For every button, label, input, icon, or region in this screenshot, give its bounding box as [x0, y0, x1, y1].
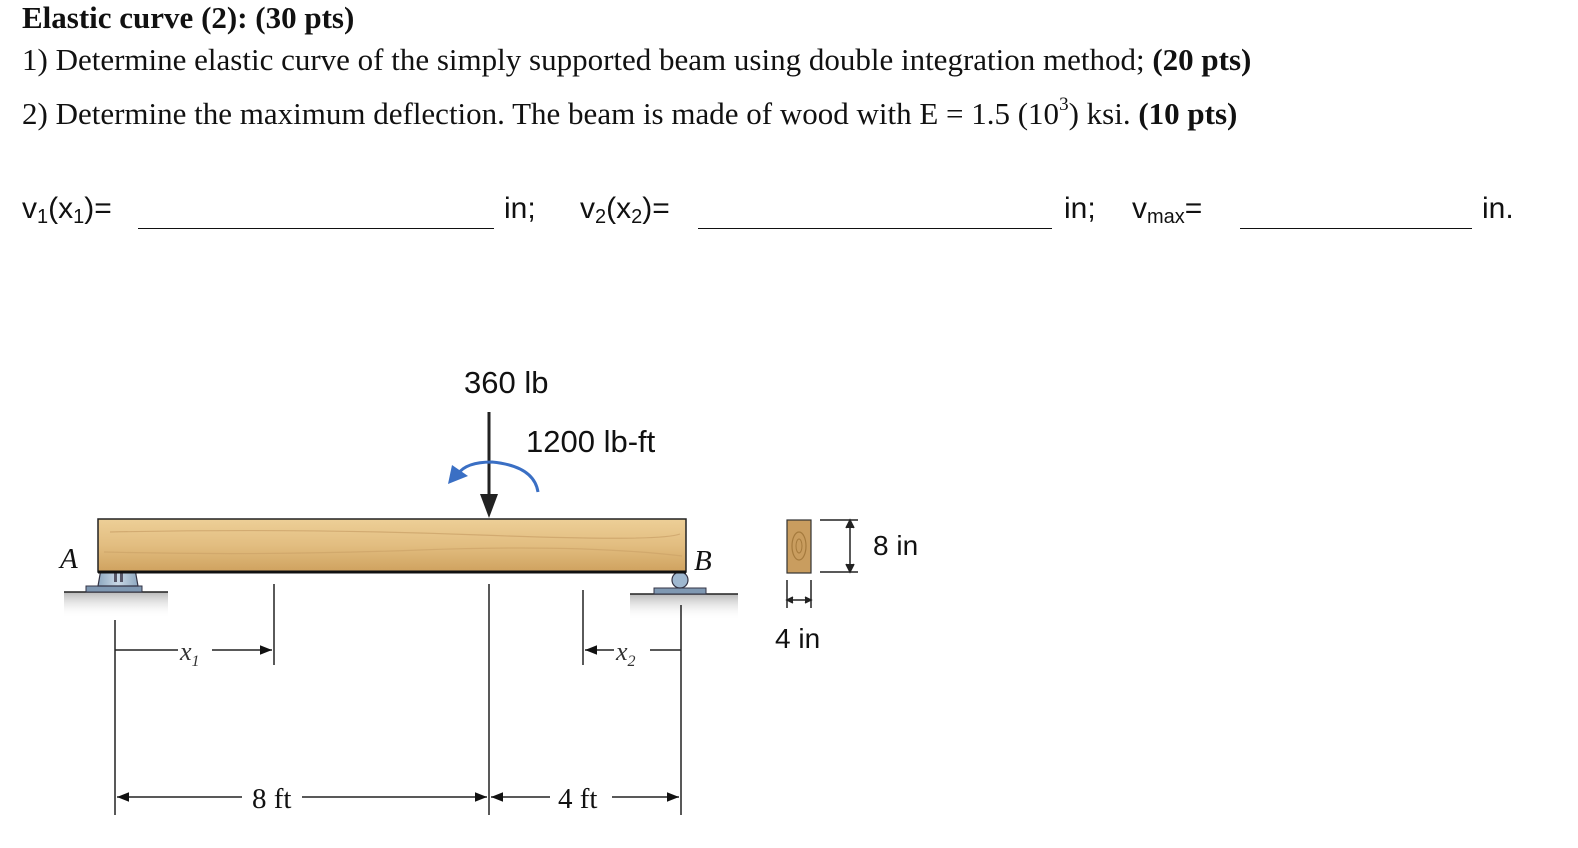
v1-arg-subscript: 1 [73, 206, 85, 228]
v1-arg: (x [48, 192, 74, 225]
v2-equals: )= [642, 192, 670, 225]
vmax-symbol: v [1132, 192, 1147, 225]
beam-cross-section [787, 520, 811, 573]
x1-label: $x_1$ [180, 637, 200, 670]
dimension-4ft-label: 4 ft [558, 783, 598, 815]
force-label: 360 lb [464, 365, 549, 400]
wood-beam [98, 519, 686, 572]
unit-3: in. [1482, 192, 1514, 225]
question-2-text-a: 2) Determine the maximum deflection. The beam is made of wood with E = 1.5 (10 [22, 96, 1060, 131]
ground-left [64, 592, 168, 618]
question-1-text: 1) Determine elastic curve of the simply supported beam using double integration method; [22, 42, 1153, 77]
section-width-label: 4 in [775, 623, 821, 654]
v1-subscript: 1 [37, 206, 49, 228]
unit-1: in; [504, 192, 536, 225]
section-height-dimension [820, 520, 858, 572]
point-load-arrow [480, 412, 498, 518]
question-2-points: (10 pts) [1138, 96, 1238, 131]
ground-right [630, 594, 738, 620]
extension-lines [115, 584, 681, 815]
v1-symbol: v [22, 192, 37, 225]
problem-title: Elastic curve (2): (30 pts) [22, 0, 355, 35]
question-2-exponent: 3 [1059, 94, 1069, 115]
unit-2: in; [1064, 192, 1096, 225]
dimension-8ft-label: 8 ft [252, 783, 292, 815]
question-2-text-b: ) ksi. [1068, 96, 1139, 131]
vmax-equals: = [1184, 192, 1203, 225]
v2-subscript: 2 [595, 206, 607, 228]
x2-label: $x_2$ [616, 637, 636, 670]
support-a-label: A [60, 543, 78, 575]
question-1-points: (20 pts) [1152, 42, 1252, 77]
v2-arg: (x [606, 192, 632, 225]
section-width-dimension [787, 580, 811, 608]
support-b-label: B [694, 545, 712, 577]
v2-arg-subscript: 2 [631, 206, 643, 228]
moment-label: 1200 lb-ft [526, 424, 656, 459]
v2-symbol: v [580, 192, 595, 225]
v1-equals: )= [84, 192, 112, 225]
vmax-subscript: max [1147, 206, 1185, 228]
moment-arrow [448, 462, 538, 492]
section-height-label: 8 in [873, 530, 919, 561]
